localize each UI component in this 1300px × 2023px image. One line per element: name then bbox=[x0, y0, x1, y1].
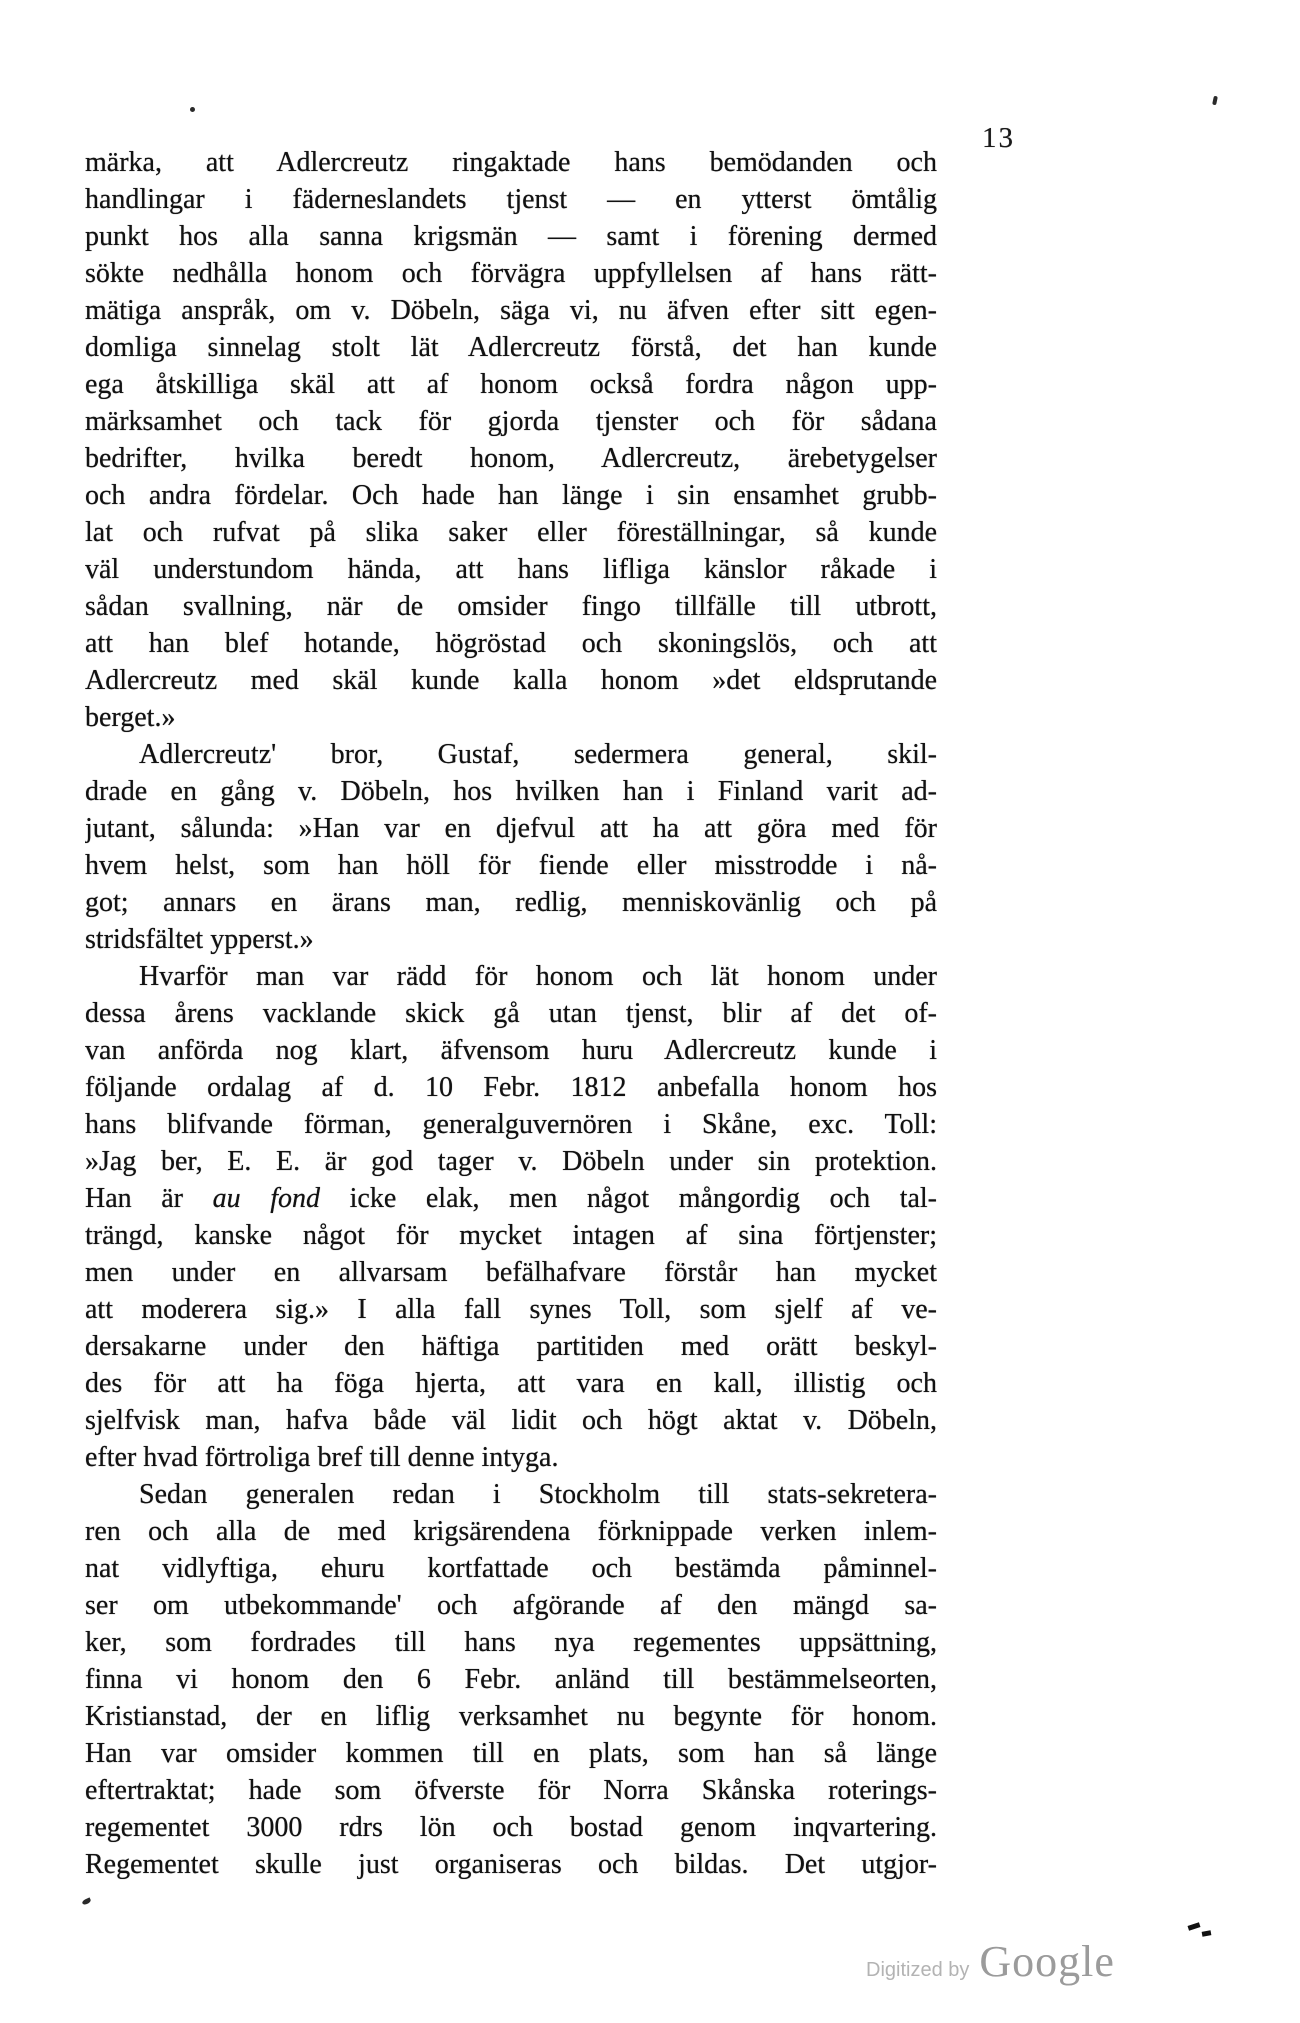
paragraph bbox=[85, 1476, 937, 1883]
text-line: Sedan generalen redan i Stockholm till stats-sekretera- bbox=[139, 1479, 937, 1510]
text-line: got; annars en ärans man, redlig, menniskovänlig och på bbox=[85, 887, 937, 918]
ink-speck bbox=[190, 107, 195, 112]
text-line: och andra fördelar. Och hade han länge i sin ensamhet grubb- bbox=[85, 480, 937, 511]
text-line: ser om utbekommande' och afgörande af den mängd sa- bbox=[85, 1590, 937, 1621]
text-line: domliga sinnelag stolt lät Adlercreutz förstå, det han kunde bbox=[85, 332, 937, 363]
text-line: Adlercreutz' bror, Gustaf, sedermera general, skil- bbox=[139, 739, 937, 770]
text-line: drade en gång v. Döbeln, hos hvilken han i Finland varit ad- bbox=[85, 776, 937, 807]
text-line: hans blifvande förman, generalguvernören i Skåne, exc. Toll: bbox=[85, 1109, 937, 1140]
text-line: hvem helst, som han höll för fiende eller misstrodde i nå- bbox=[85, 850, 937, 881]
text-line: bedrifter, hvilka beredt honom, Adlercreutz, ärebetygelser bbox=[85, 443, 937, 474]
text-line: punkt hos alla sanna krigsmän — samt i förening dermed bbox=[85, 221, 937, 252]
text-line: des för att ha föga hjerta, att vara en kall, illistig och bbox=[85, 1368, 937, 1399]
text-line: Han var omsider kommen till en plats, som han så länge bbox=[85, 1738, 937, 1769]
text-line: regementet 3000 rdrs lön och bostad genom inqvartering. bbox=[85, 1812, 937, 1843]
text-line: ren och alla de med krigsärendena förknippade verken inlem- bbox=[85, 1516, 937, 1547]
ink-smudge bbox=[1188, 1922, 1201, 1930]
text-line: Han är au fond icke elak, men något mångordig och tal- bbox=[85, 1183, 937, 1214]
italic-phrase: au fond bbox=[212, 1183, 321, 1214]
text-line: handlingar i fäderneslandets tjenst — en ytterst ömtålig bbox=[85, 184, 937, 215]
text-line: men under en allvarsam befälhafvare förstår han mycket bbox=[85, 1257, 937, 1288]
text-line: dersakarne under den häftiga partitiden med orätt beskyl- bbox=[85, 1331, 937, 1362]
text-line: Adlercreutz med skäl kunde kalla honom »det eldsprutande bbox=[85, 665, 937, 696]
text-line: sökte nedhålla honom och förvägra uppfyllelsen af hans rätt- bbox=[85, 258, 937, 289]
text-line: Hvarför man var rädd för honom och lät honom under bbox=[139, 961, 937, 992]
text-line: dessa årens vacklande skick gå utan tjenst, blir af det of- bbox=[85, 998, 937, 1029]
ink-smudge bbox=[1202, 1930, 1212, 1936]
text-line: att han blef hotande, högröstad och skoningslös, och att bbox=[85, 628, 937, 659]
text-line: efter hvad förtroliga bref till denne intyga. bbox=[85, 1442, 559, 1473]
text-line: märka, att Adlercreutz ringaktade hans bemödanden och bbox=[85, 147, 937, 178]
text-line: eftertraktat; hade som öfverste för Norra Skånska roterings- bbox=[85, 1775, 937, 1806]
text-line: lat och rufvat på slika saker eller föreställningar, så kunde bbox=[85, 517, 937, 548]
page-number: 13 bbox=[982, 122, 1015, 154]
paragraph bbox=[85, 144, 937, 736]
paragraph bbox=[85, 736, 937, 958]
text-block bbox=[85, 144, 937, 1883]
paragraph bbox=[85, 958, 937, 1476]
ink-speck bbox=[1212, 96, 1218, 106]
text-line: ega åtskilliga skäl att af honom också fordra någon upp- bbox=[85, 369, 937, 400]
text-line: stridsfältet ypperst.» bbox=[85, 924, 314, 955]
text-line: sjelfvisk man, hafva både väl lidit och högt aktat v. Döbeln, bbox=[85, 1405, 937, 1436]
text-line: jutant, sålunda: »Han var en djefvul att ha att göra med för bbox=[85, 813, 937, 844]
text-line: ker, som fordrades till hans nya regementes uppsättning, bbox=[85, 1627, 937, 1658]
text-line: Regementet skulle just organiseras och bildas. Det utgjor- bbox=[85, 1849, 937, 1880]
text-line: väl understundom hända, att hans lifliga känslor råkade i bbox=[85, 554, 937, 585]
text-line: att moderera sig.» I alla fall synes Toll, som sjelf af ve- bbox=[85, 1294, 937, 1325]
text-line: mätiga anspråk, om v. Döbeln, säga vi, nu äfven efter sitt egen- bbox=[85, 295, 937, 326]
text-line: berget.» bbox=[85, 702, 176, 733]
text-line: följande ordalag af d. 10 Febr. 1812 anbefalla honom hos bbox=[85, 1072, 937, 1103]
ink-speck bbox=[81, 1897, 91, 1905]
text-line: nat vidlyftiga, ehuru kortfattade och bestämda påminnel- bbox=[85, 1553, 937, 1584]
text-line: finna vi honom den 6 Febr. anländ till bestämmelseorten, bbox=[85, 1664, 937, 1695]
text-line: Kristianstad, der en liflig verksamhet nu begynte för honom. bbox=[85, 1701, 937, 1732]
text-line: »Jag ber, E. E. är god tager v. Döbeln under sin protektion. bbox=[85, 1146, 937, 1177]
text-line: sådan svallning, när de omsider fingo tillfälle till utbrott, bbox=[85, 591, 937, 622]
watermark-prefix: Digitized by bbox=[866, 1959, 970, 1981]
text-line: van anförda nog klart, äfvensom huru Adlercreutz kunde i bbox=[85, 1035, 937, 1066]
text-line: trängd, kanske något för mycket intagen af sina förtjenster; bbox=[85, 1220, 937, 1251]
google-logo: Google bbox=[979, 1937, 1115, 1986]
text-line: märksamhet och tack för gjorda tjenster och för sådana bbox=[85, 406, 937, 437]
watermark bbox=[866, 1936, 1115, 1987]
